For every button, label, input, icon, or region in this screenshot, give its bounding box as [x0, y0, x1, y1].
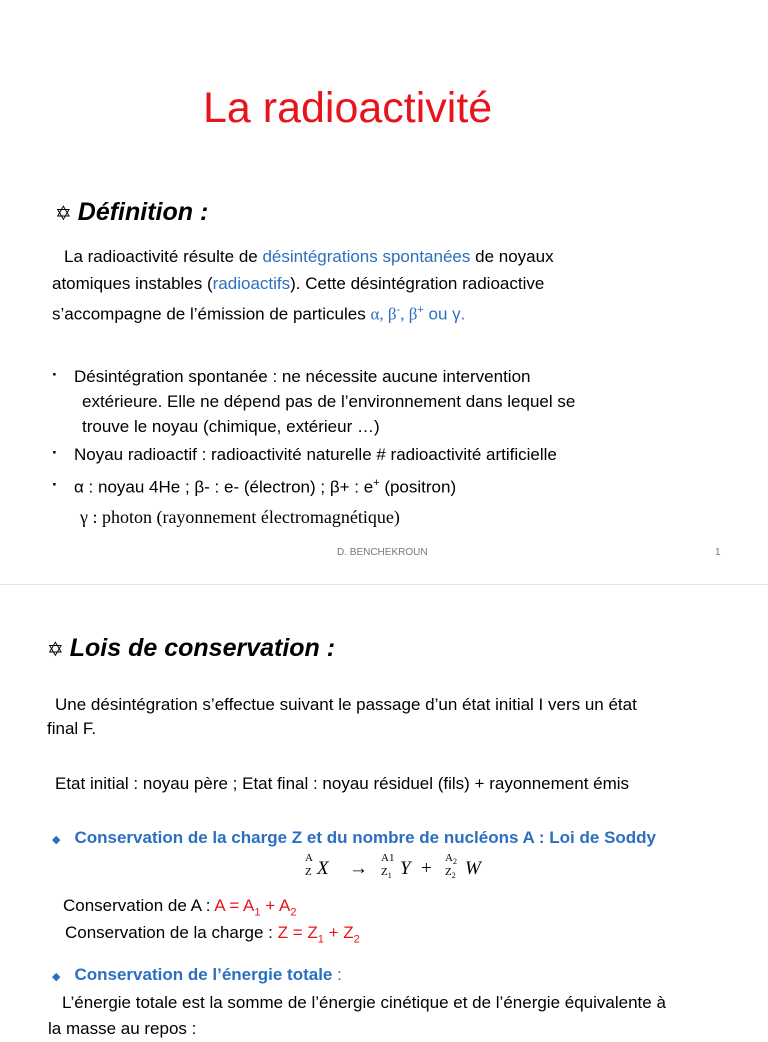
bullet-dot-icon: ·: [52, 365, 58, 384]
definition-heading: Définition :: [77, 198, 209, 226]
states-line: Etat initial : noyau père ; Etat final : noyau résiduel (fils) + rayonnement émis: [55, 774, 630, 793]
diamond-bullet-icon: ◆: [52, 834, 61, 846]
bullet-line: extérieure. Elle ne dépend pas de l’environnement dans lequel se: [82, 392, 576, 411]
index: 2: [451, 871, 456, 881]
six-pointed-star-icon: ✡: [55, 203, 72, 225]
text-run: :: [332, 965, 342, 984]
text-run: + Z: [323, 923, 354, 942]
text-line: L’énergie totale est la somme de l’énergie cinétique et de l’énergie équivalente à: [62, 993, 666, 1012]
bullet-line: α : noyau 4He ; β- : e- (électron) ; β+ : e: [74, 477, 374, 497]
mass-number: A1: [381, 852, 395, 864]
bullet-line: Noyau radioactif : radioactivité naturelle # radioactivité artificielle: [74, 445, 557, 464]
text-run: atomiques instables (: [52, 274, 213, 293]
bullet-item: [52, 443, 714, 465]
slide-divider: [0, 584, 768, 585]
transition-paragraph: [47, 693, 717, 741]
highlight-term: désintégrations spontanées: [262, 247, 471, 266]
conservation-A-equation: [214, 896, 297, 919]
text-run: + A: [260, 896, 291, 915]
particle-alpha-beta: α, β: [370, 304, 397, 324]
atomic-number: Z: [381, 866, 388, 878]
atomic-number: Z: [305, 866, 312, 878]
text-line: la masse au repos :: [48, 1019, 197, 1038]
mass-number: A: [445, 852, 453, 864]
conservation-heading: Lois de conservation :: [69, 634, 336, 662]
conservation-heading-row: [47, 634, 335, 663]
conservation-Z-equation: [277, 923, 360, 946]
soddy-equation: [305, 852, 505, 892]
text-line: final F.: [47, 719, 97, 738]
index: 1: [254, 906, 261, 919]
definition-heading-row: [55, 198, 208, 227]
text-run: Conservation de A :: [63, 896, 215, 915]
slide-title: La radioactivité: [203, 84, 493, 132]
soddy-subheading-row: [52, 828, 656, 848]
footer-author: D. BENCHEKROUN: [337, 547, 428, 558]
bullet-item: [52, 475, 714, 498]
conservation-Z-line: [65, 919, 360, 953]
arrow-icon: →: [349, 858, 368, 879]
index: 1: [387, 871, 392, 881]
superscript: +: [373, 477, 380, 489]
soddy-subheading: Conservation de la charge Z et du nombre de nucléons A : Loi de Soddy: [74, 828, 657, 847]
bullet-dot-icon: ·: [52, 443, 58, 462]
plus-sign: +: [421, 858, 432, 879]
six-pointed-star-icon: ✡: [47, 639, 64, 661]
text-run: de noyaux: [470, 247, 554, 266]
energy-subheading: Conservation de l’énergie totale: [74, 965, 333, 984]
text-run: La radioactivité résulte de: [64, 247, 263, 266]
mass-number: A: [305, 852, 313, 864]
energy-subheading-row: [52, 965, 342, 985]
index: 2: [452, 857, 457, 867]
bullet-line: (positron): [379, 477, 457, 497]
daughter-nucleus: Y: [400, 858, 411, 879]
diamond-bullet-icon: ◆: [52, 971, 61, 983]
atomic-number: Z: [445, 866, 452, 878]
text-run: A = A: [214, 896, 255, 915]
parent-nucleus: X: [317, 858, 329, 879]
superscript: +: [417, 304, 424, 316]
gamma-line: γ : photon (rayonnement électromagnétique): [80, 507, 400, 527]
energy-paragraph: [48, 990, 728, 1042]
bullet-line: Désintégration spontanée : ne nécessite aucune intervention: [74, 367, 531, 386]
particle-gamma: ou γ: [423, 304, 461, 324]
index: 2: [290, 906, 297, 919]
highlight-term: radioactifs: [212, 274, 291, 293]
definition-paragraph: [52, 243, 712, 328]
text-run: .: [460, 304, 466, 324]
index: 1: [317, 933, 324, 946]
index: 2: [353, 933, 360, 946]
bullet-item: [52, 364, 714, 439]
bullet-dot-icon: ·: [52, 475, 58, 494]
text-run: s’accompagne de l’émission de particules: [52, 304, 371, 324]
emitted-particle: W: [465, 858, 481, 879]
particle-beta: , β: [400, 304, 418, 324]
text-run: Conservation de la charge :: [65, 923, 278, 942]
text-run: Z = Z: [277, 923, 318, 942]
superscript: -: [396, 304, 401, 316]
text-line: Une désintégration s’effectue suivant le passage d’un état initial I vers un état: [55, 695, 637, 714]
page-number: 1: [715, 547, 721, 558]
bullet-line: trouve le noyau (chimique, extérieur …): [82, 417, 380, 436]
text-run: ). Cette désintégration radioactive: [290, 274, 545, 293]
